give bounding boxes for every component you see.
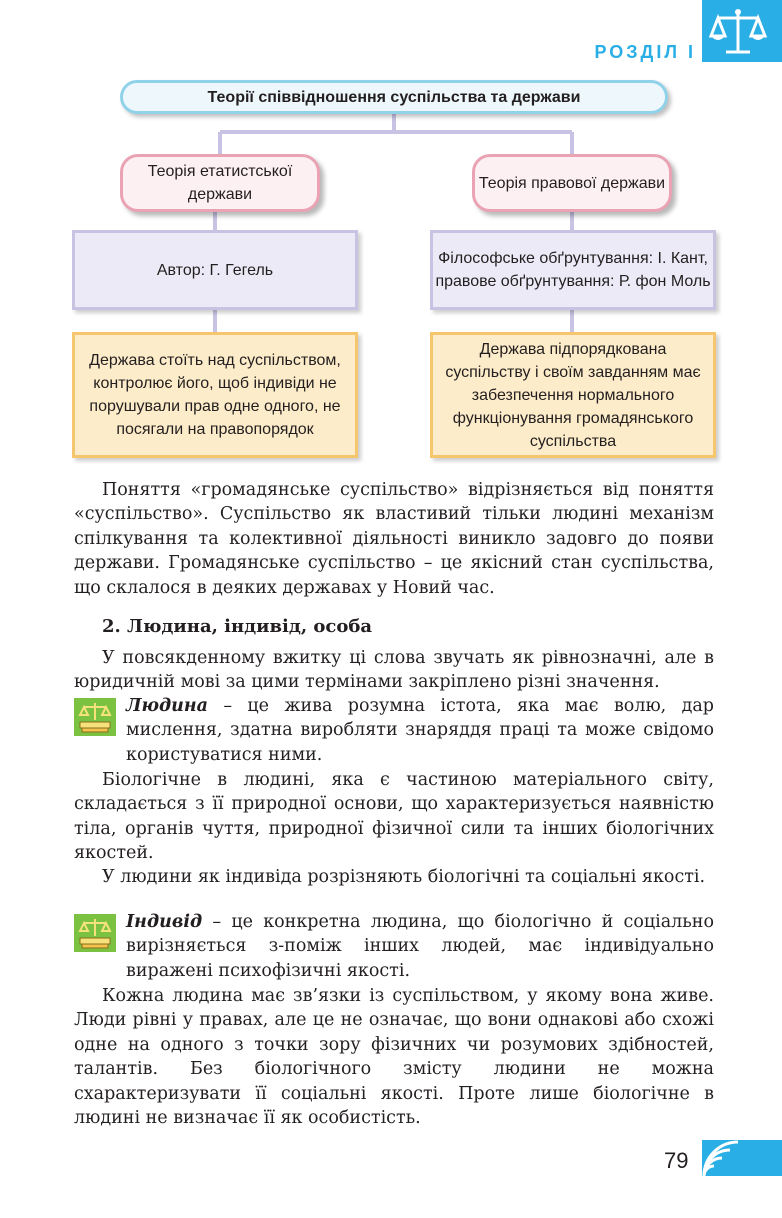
legal-state-description-box: Держава підпорядкована суспільству і своїм завданням має забезпечення нормального функціонування громадянського суспільства <box>430 332 716 458</box>
paragraph-terms-intro <box>74 646 714 695</box>
footer-tab <box>702 1140 782 1176</box>
term-individual: Індивід <box>126 912 203 932</box>
term-person: Людина <box>126 696 208 716</box>
etatist-theory-box: Теорія етатистської держави <box>120 154 320 212</box>
section-heading: 2. Людина, індивід, особа <box>102 616 373 637</box>
paragraph-personality <box>74 984 714 1130</box>
etatist-author-box: Автор: Г. Гегель <box>72 230 358 310</box>
legal-state-author-box: Філософське обґрунтування: І. Кант, правове обґрунтування: Р. фон Моль <box>430 230 716 310</box>
paragraph-text: Кожна людина має зв’язки із суспільством, у якому вона живе. Люди рівні у правах, але це не означає, що вони однакові або схожі одне на одного з точки зору фізичних чи розумових здібностей, талантів. Без біологічного змісту людини не можна схарактеризувати її соціальні якості. Проте лише біологічне в людині не визначає її як особистість. <box>74 986 714 1129</box>
section-tab <box>702 0 782 62</box>
definition-person <box>74 694 714 767</box>
paragraph-text: Біологічне в людині, яка є частиною матеріального світу, складається з її природної основи, що характеризується наявністю тіла, органів чуття, природної фізичної сили та інших біологічних якостей. <box>74 770 714 864</box>
paragraph-text: У людини як індивіда розрізняють біологічні та соціальні якості. <box>102 867 706 887</box>
paragraph-text: Поняття «громадянське суспільство» відрізняється від поняття «суспільство». Суспільство як властивий тільки людині механізм спілкування та колективної діяльності виникло задовго до появи держави. Громадянське суспільство – це якісний стан суспільства, що склалося в деяких державах у Новий час. <box>74 480 714 598</box>
section-label: РОЗДІЛ І <box>594 42 696 62</box>
definition-individual-text: – це конкретна людина, що біологічно й соціально вирізняється з-поміж інших людей, має індивідуально виражені психофізичні якості. <box>126 912 714 981</box>
page-number: 79 <box>664 1148 689 1173</box>
paragraph-individual-qualities <box>74 865 714 889</box>
definition-person-text: – це жива розумна істота, яка має волю, дар мислення, здатна виробляти знаряддя праці та може свідомо користуватися ними. <box>126 696 714 765</box>
definition-individual <box>74 910 714 983</box>
diagram-title: Теорії співвідношення суспільства та держави <box>120 80 668 114</box>
paragraph-biological <box>74 768 714 866</box>
theories-diagram <box>72 78 716 464</box>
paragraph-civil-society <box>74 478 714 600</box>
etatist-description-box: Держава стоїть над суспільством, контролює його, щоб індивіди не порушували прав одне одного, не посягали на правопорядок <box>72 332 358 458</box>
paragraph-text: У повсякденному вжитку ці слова звучать як рівнозначні, але в юридичній мові за цими термінами закріплено різні значення. <box>74 648 714 693</box>
signal-waves-icon <box>702 1140 782 1176</box>
legal-state-theory-box: Теорія правової держави <box>472 154 672 212</box>
scales-of-justice-icon <box>708 6 768 58</box>
